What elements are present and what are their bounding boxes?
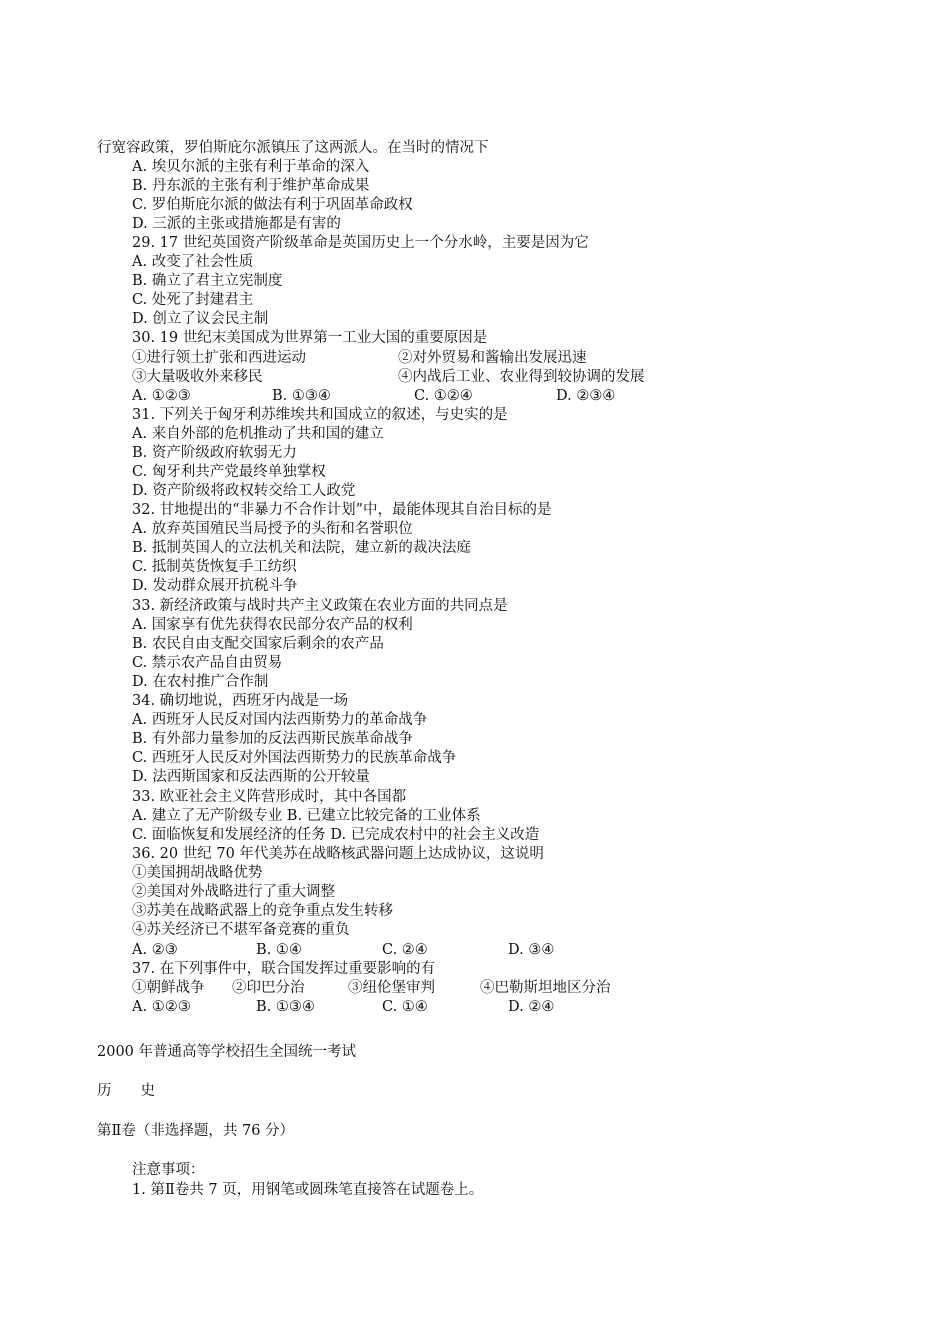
q37-option-b: B. ①③④ (256, 999, 315, 1015)
q34-option-c: C. 西班牙人民反对外国法西斯势力的民族革命战争 (132, 750, 457, 766)
q36-option-d: D. ③④ (508, 942, 555, 958)
q31-option-d: D. 资产阶级将政权转交给工人政党 (132, 483, 356, 499)
q34-option-d: D. 法西斯国家和反法西斯的公开较量 (132, 769, 370, 785)
q28-option-a: A. 埃贝尔派的主张有利于革命的深入 (132, 159, 370, 175)
q30-option-c: C. ①②④ (414, 388, 473, 404)
q36-item-1: ①美国拥胡战略优势 (132, 865, 263, 881)
q33-option-a: A. 国家享有优先获得农民部分农产品的权利 (132, 617, 413, 633)
q31-option-c: C. 匈牙利共产党最终单独掌权 (132, 464, 326, 480)
q32-stem: 32. 甘地提出的“非暴力不合作计划”中，最能体现其自治目标的是 (132, 502, 552, 518)
q30-item-1: ①进行领土扩张和西进运动 (132, 350, 306, 366)
q37-item-1: ①朝鲜战争 (132, 980, 205, 996)
q32-option-a: A. 放弃英国殖民当局授予的头衔和名誉职位 (132, 521, 413, 537)
q30-item-3: ③大量吸收外来移民 (132, 369, 263, 385)
q29-option-b: B. 确立了君主立宪制度 (132, 273, 283, 289)
q37-option-c: C. ①④ (382, 999, 428, 1015)
q31-stem: 31. 下列关于匈牙利苏维埃共和国成立的叙述，与史实的是 (132, 407, 508, 423)
q34-option-a: A. 西班牙人民反对国内法西斯势力的革命战争 (132, 712, 428, 728)
q36-option-c: C. ②④ (382, 942, 428, 958)
q30-item-4: ④内战后工业、农业得到较协调的发展 (398, 369, 645, 385)
q36-item-4: ④苏关经济已不堪军备竞赛的重负 (132, 922, 350, 938)
q28-option-d: D. 三派的主张或措施都是有害的 (132, 216, 341, 232)
q33-option-b: B. 农民自由支配交国家后剩余的农产品 (132, 636, 384, 652)
q32-option-c: C. 抵制英货恢复手工纺织 (132, 559, 297, 575)
q30-stem: 30. 19 世纪末美国成为世界第一工业大国的重要原因是 (132, 330, 488, 346)
q30-option-b: B. ①③④ (272, 388, 331, 404)
q29-stem: 29. 17 世纪英国资产阶级革命是英国历史上一个分水岭，主要是因为它 (132, 235, 589, 251)
q36-stem: 36. 20 世纪 70 年代美苏在战略核武器问题上达成协议，这说明 (132, 846, 544, 862)
q36-option-b: B. ①④ (256, 942, 302, 958)
q31-option-a: A. 来自外部的危机推动了共和国的建立 (132, 426, 384, 442)
q37-item-2: ②印巴分治 (232, 980, 305, 996)
notice-heading: 注意事项： (132, 1162, 205, 1178)
subject-title: 历 史 (97, 1083, 155, 1099)
q30-option-d: D. ②③④ (556, 388, 616, 404)
q37-option-d: D. ②④ (508, 999, 555, 1015)
q28-continuation: 行宽容政策，罗伯斯庇尔派镇压了这两派人。在当时的情况下 (97, 140, 489, 156)
q30-option-a: A. ①②③ (132, 388, 191, 404)
q29-option-a: A. 改变了社会性质 (132, 254, 254, 270)
q31-option-b: B. 资产阶级政府软弱无力 (132, 445, 297, 461)
q29-option-d: D. 创立了议会民主制 (132, 311, 269, 327)
q36-item-3: ③苏美在战略武器上的竞争重点发生转移 (132, 903, 393, 919)
q36-item-2: ②美国对外战略进行了重大调整 (132, 884, 335, 900)
q28-option-c: C. 罗伯斯庇尔派的做法有利于巩固革命政权 (132, 197, 413, 213)
q33-option-d: D. 在农村推广合作制 (132, 674, 269, 690)
q35-options-ab: A. 建立了无产阶级专业 B. 已建立比较完备的工业体系 (132, 808, 481, 824)
q34-stem: 34. 确切地说，西班牙内战是一场 (132, 693, 349, 709)
q37-item-4: ④巴勒斯坦地区分治 (480, 980, 611, 996)
q29-option-c: C. 处死了封建君主 (132, 292, 254, 308)
q32-option-b: B. 抵制英国人的立法机关和法院，建立新的裁决法庭 (132, 540, 471, 556)
q37-option-a: A. ①②③ (132, 999, 191, 1015)
q35-stem: 33. 欧亚社会主义阵营形成时，其中各国都 (132, 789, 407, 805)
q33-option-c: C. 禁示农产品自由贸易 (132, 655, 283, 671)
notice-item-1: 1. 第Ⅱ卷共 7 页，用钢笔或圆珠笔直接答在试题卷上。 (132, 1182, 484, 1198)
q30-item-2: ②对外贸易和酱输出发展迅速 (398, 350, 587, 366)
q37-stem: 37. 在下列事件中，联合国发挥过重要影响的有 (132, 961, 436, 977)
q35-options-cd: C. 面临恢复和发展经济的任务 D. 已完成农村中的社会主义改造 (132, 827, 540, 843)
q32-option-d: D. 发动群众展开抗税斗争 (132, 578, 298, 594)
q33-stem: 33. 新经济政策与战时共产主义政策在农业方面的共同点是 (132, 598, 508, 614)
exam-title: 2000 年普通高等学校招生全国统一考试 (97, 1044, 357, 1060)
part-two-heading: 第Ⅱ卷（非选择题，共 76 分） (97, 1123, 295, 1139)
q36-option-a: A. ②③ (132, 942, 178, 958)
q34-option-b: B. 有外部力量参加的反法西斯民族革命战争 (132, 731, 413, 747)
q37-item-3: ③纽伦堡审判 (348, 980, 435, 996)
q28-option-b: B. 丹东派的主张有利于维护革命成果 (132, 178, 370, 194)
